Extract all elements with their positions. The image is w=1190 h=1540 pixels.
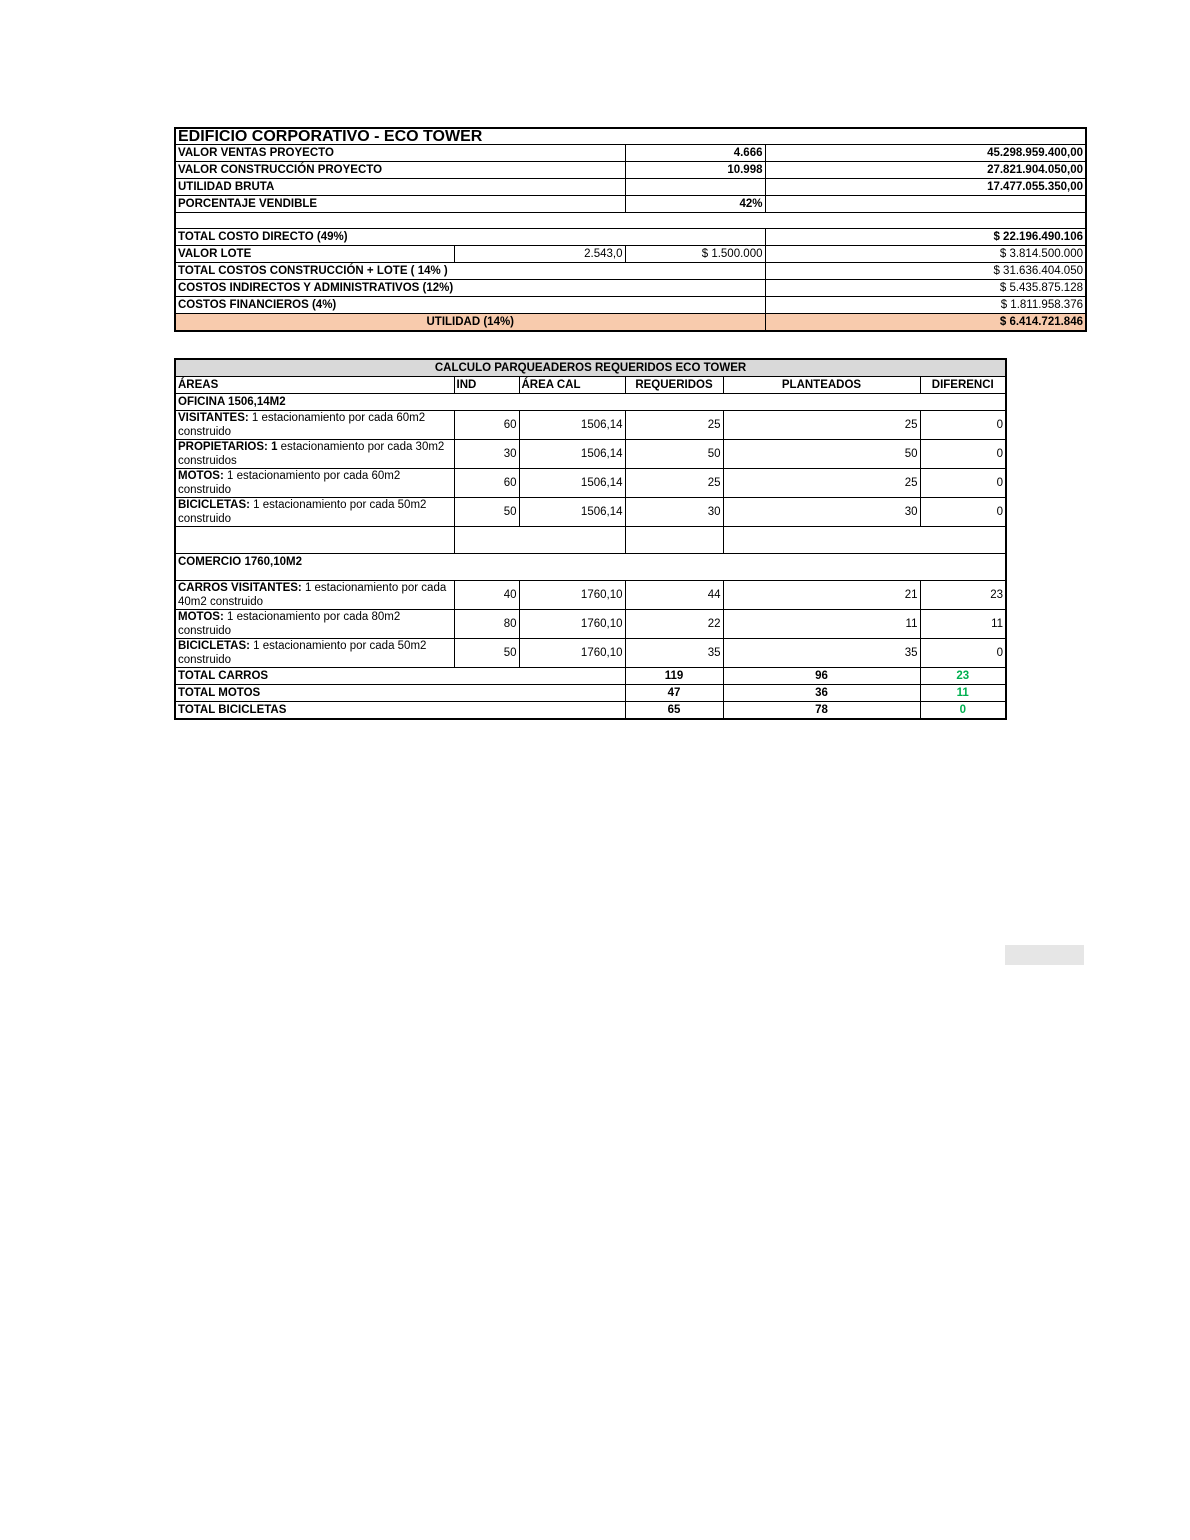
requeridos-cell: 44 — [625, 581, 723, 610]
financieros-value: $ 1.811.958.376 — [765, 297, 1086, 314]
planteados-cell: 21 — [723, 581, 920, 610]
table-row — [175, 411, 1006, 440]
empty-cell — [723, 527, 1006, 554]
total-label: TOTAL CARROS — [175, 668, 625, 685]
table-row — [175, 498, 1006, 527]
finance-table — [174, 127, 1087, 332]
blank-row — [175, 213, 1086, 229]
indirectos-value: $ 5.435.875.128 — [765, 280, 1086, 297]
finance-row — [175, 196, 1086, 213]
row-label: UTILIDAD BRUTA — [175, 179, 625, 196]
empty-row — [175, 527, 1006, 554]
table-row — [175, 469, 1006, 498]
requeridos-cell: 25 — [625, 469, 723, 498]
requeridos-cell: 30 — [625, 498, 723, 527]
diferencia-cell: 0 — [920, 498, 1006, 527]
header-diferencia: DIFERENCI — [920, 377, 1006, 394]
rule-description: MOTOS: 1 estacionamiento por cada 60m2 construido — [175, 469, 454, 498]
area-cell: 1506,14 — [519, 498, 625, 527]
total-directo-value: $ 22.196.490.106 — [765, 229, 1086, 246]
table-row — [175, 440, 1006, 469]
header-requeridos: REQUERIDOS — [625, 377, 723, 394]
header-planteados: PLANTEADOS — [723, 377, 920, 394]
row-mid: 4.666 — [625, 145, 765, 162]
row-label: VALOR CONSTRUCCIÓN PROYECTO — [175, 162, 625, 179]
planteados-cell: 11 — [723, 610, 920, 639]
rule-description: VISITANTES: 1 estacionamiento por cada 60m2 construido — [175, 411, 454, 440]
rule-description: BICICLETAS: 1 estacionamiento por cada 50m2 construido — [175, 498, 454, 527]
planteados-cell: 25 — [723, 469, 920, 498]
header-area-cal: ÁREA CAL — [519, 377, 625, 394]
total-requeridos: 47 — [625, 685, 723, 702]
row-mid — [625, 179, 765, 196]
requeridos-cell: 50 — [625, 440, 723, 469]
header-areas: ÁREAS — [175, 377, 454, 394]
indirectos-label: COSTOS INDIRECTOS Y ADMINISTRATIVOS (12%) — [175, 280, 765, 297]
table-row — [175, 610, 1006, 639]
row-label: VALOR VENTAS PROYECTO — [175, 145, 625, 162]
total-label: TOTAL MOTOS — [175, 685, 625, 702]
ind-cell: 60 — [454, 469, 519, 498]
total-row — [175, 685, 1006, 702]
area-cell: 1760,10 — [519, 639, 625, 668]
empty-cell — [625, 527, 723, 554]
area-cell: 1760,10 — [519, 610, 625, 639]
rule-description: MOTOS: 1 estacionamiento por cada 80m2 construido — [175, 610, 454, 639]
area-cell: 1506,14 — [519, 469, 625, 498]
comercio-section-title: COMERCIO 1760,10M2 — [175, 554, 1006, 581]
requeridos-cell: 35 — [625, 639, 723, 668]
lote-price: $ 1.500.000 — [625, 246, 765, 263]
area-cell: 1506,14 — [519, 411, 625, 440]
table-row — [175, 639, 1006, 668]
diferencia-cell: 0 — [920, 440, 1006, 469]
diferencia-cell: 23 — [920, 581, 1006, 610]
row-value: 45.298.959.400,00 — [765, 145, 1086, 162]
construccion-lote-value: $ 31.636.404.050 — [765, 263, 1086, 280]
rule-description: BICICLETAS: 1 estacionamiento por cada 50m2 construido — [175, 639, 454, 668]
total-row — [175, 668, 1006, 685]
total-diferencia: 23 — [920, 668, 1006, 685]
oficina-section-title: OFICINA 1506,14M2 — [175, 394, 1006, 411]
row-value: 17.477.055.350,00 — [765, 179, 1086, 196]
area-cell: 1760,10 — [519, 581, 625, 610]
utilidad-label: UTILIDAD (14%) — [175, 314, 765, 332]
lote-area: 2.543,0 — [454, 246, 625, 263]
finance-row — [175, 145, 1086, 162]
total-row — [175, 702, 1006, 720]
finance-row — [175, 179, 1086, 196]
ind-cell: 40 — [454, 581, 519, 610]
parking-title: CALCULO PARQUEADEROS REQUERIDOS ECO TOWER — [175, 359, 1006, 377]
row-value: 27.821.904.050,00 — [765, 162, 1086, 179]
requeridos-cell: 22 — [625, 610, 723, 639]
diferencia-cell: 0 — [920, 469, 1006, 498]
total-planteados: 96 — [723, 668, 920, 685]
ind-cell: 50 — [454, 498, 519, 527]
row-value — [765, 196, 1086, 213]
total-diferencia: 11 — [920, 685, 1006, 702]
parking-table — [174, 358, 1007, 720]
diferencia-cell: 0 — [920, 411, 1006, 440]
finance-row — [175, 162, 1086, 179]
lote-value: $ 3.814.500.000 — [765, 246, 1086, 263]
empty-cell — [454, 527, 625, 554]
row-mid: 10.998 — [625, 162, 765, 179]
grey-placeholder-box — [1005, 945, 1084, 965]
table-row — [175, 581, 1006, 610]
lote-label: VALOR LOTE — [175, 246, 454, 263]
planteados-cell: 35 — [723, 639, 920, 668]
planteados-cell: 30 — [723, 498, 920, 527]
total-diferencia: 0 — [920, 702, 1006, 720]
row-mid: 42% — [625, 196, 765, 213]
total-requeridos: 65 — [625, 702, 723, 720]
ind-cell: 80 — [454, 610, 519, 639]
financieros-label: COSTOS FINANCIEROS (4%) — [175, 297, 765, 314]
parking-header-row — [175, 377, 1006, 394]
ind-cell: 50 — [454, 639, 519, 668]
planteados-cell: 25 — [723, 411, 920, 440]
row-label: PORCENTAJE VENDIBLE — [175, 196, 625, 213]
rule-description: PROPIETARIOS: 1 estacionamiento por cada 30m2 construidos — [175, 440, 454, 469]
utilidad-value: $ 6.414.721.846 — [765, 314, 1086, 332]
area-cell: 1506,14 — [519, 440, 625, 469]
empty-cell — [175, 527, 454, 554]
total-requeridos: 119 — [625, 668, 723, 685]
construccion-lote-label: TOTAL COSTOS CONSTRUCCIÓN + LOTE ( 14% ) — [175, 263, 765, 280]
ind-cell: 60 — [454, 411, 519, 440]
rule-description: CARROS VISITANTES: 1 estacionamiento por cada 40m2 construido — [175, 581, 454, 610]
total-directo-label: TOTAL COSTO DIRECTO (49%) — [175, 229, 765, 246]
diferencia-cell: 11 — [920, 610, 1006, 639]
total-planteados: 78 — [723, 702, 920, 720]
header-ind: IND — [454, 377, 519, 394]
total-label: TOTAL BICICLETAS — [175, 702, 625, 720]
finance-title: EDIFICIO CORPORATIVO - ECO TOWER — [175, 128, 1086, 145]
planteados-cell: 50 — [723, 440, 920, 469]
requeridos-cell: 25 — [625, 411, 723, 440]
diferencia-cell: 0 — [920, 639, 1006, 668]
ind-cell: 30 — [454, 440, 519, 469]
total-planteados: 36 — [723, 685, 920, 702]
